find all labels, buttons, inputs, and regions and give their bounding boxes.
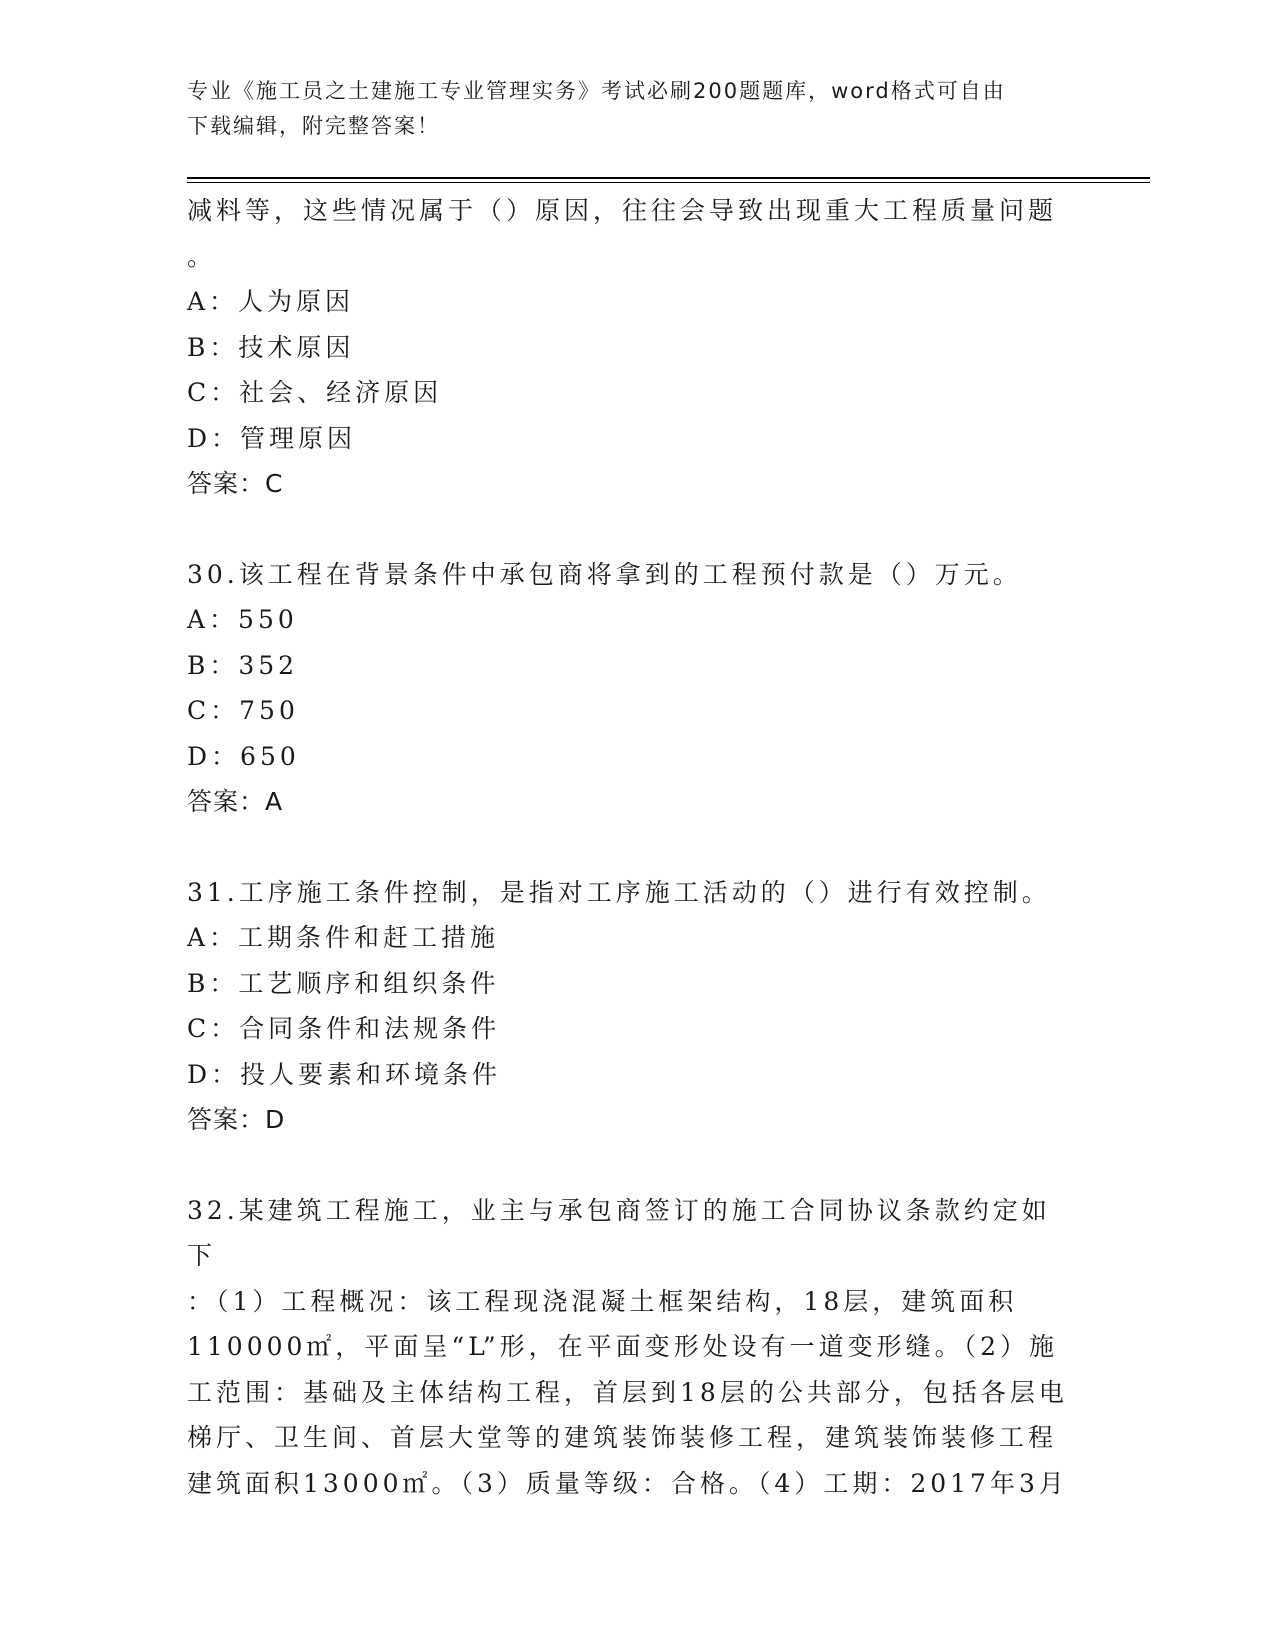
question-text-line: 工范围：基础及主体结构工程，首层到18层的公共部分，包括各层电 bbox=[187, 1377, 1068, 1407]
spacer bbox=[187, 825, 1077, 870]
option-c: C：社会、经济原因 bbox=[187, 378, 443, 407]
question-30 bbox=[187, 552, 1077, 825]
header-line-2: 下载编辑，附完整答案！ bbox=[187, 114, 440, 138]
option-d: D：投人要素和环境条件 bbox=[187, 1059, 502, 1089]
question-31 bbox=[187, 870, 1077, 1143]
option-c: C：750 bbox=[187, 696, 299, 725]
answer: 答案：C bbox=[187, 469, 284, 498]
question-32 bbox=[187, 1188, 1077, 1507]
question-text: 30.该工程在背景条件中承包商将拿到的工程预付款是（）万元。 bbox=[187, 559, 1022, 589]
header-divider-thin bbox=[187, 182, 1150, 183]
question-text: 减料等，这些情况属于（）原因，往往会导致出现重大工程质量问题 bbox=[187, 196, 1058, 225]
document-header bbox=[187, 74, 1067, 144]
answer: 答案：D bbox=[187, 1105, 286, 1134]
question-text-line: 110000㎡，平面呈“L”形，在平面变形处设有一道变形缝。（2）施 bbox=[187, 1332, 1059, 1361]
question-text-line: 建筑面积13000㎡。（3）质量等级：合格。（4）工期：2017年3月 bbox=[187, 1468, 1068, 1498]
question-text-line: 32.某建筑工程施工，业主与承包商签订的施工合同协议条款约定如下 bbox=[187, 1195, 1051, 1270]
option-d: D：管理原因 bbox=[187, 423, 357, 453]
option-a: A：550 bbox=[187, 605, 298, 634]
question-text-line: 梯厅、卫生间、首层大堂等的建筑装饰装修工程，建筑装饰装修工程 bbox=[187, 1423, 1058, 1452]
option-c: C：合同条件和法规条件 bbox=[187, 1014, 501, 1043]
question-text: 。 bbox=[187, 241, 217, 271]
option-b: B：352 bbox=[187, 650, 299, 680]
header-divider-thick bbox=[187, 177, 1150, 179]
option-d: D：650 bbox=[187, 741, 300, 771]
option-b: B：工艺顺序和组织条件 bbox=[187, 968, 500, 998]
spacer bbox=[187, 1143, 1077, 1188]
option-a: A：人为原因 bbox=[187, 287, 355, 316]
question-text-line: ：（1）工程概况：该工程现浇混凝土框架结构，18层，建筑面积 bbox=[187, 1286, 1018, 1316]
spacer bbox=[187, 507, 1077, 552]
question-text: 31.工序施工条件控制，是指对工序施工活动的（）进行有效控制。 bbox=[187, 877, 1051, 907]
option-a: A：工期条件和赶工措施 bbox=[187, 923, 500, 952]
question-29-continued bbox=[187, 188, 1077, 507]
question-content bbox=[187, 188, 1077, 1506]
option-b: B：技术原因 bbox=[187, 332, 355, 362]
header-line-1: 专业《施工员之土建施工专业管理实务》考试必刷200题题库，word格式可自由 bbox=[187, 79, 1006, 103]
answer: 答案：A bbox=[187, 787, 284, 816]
